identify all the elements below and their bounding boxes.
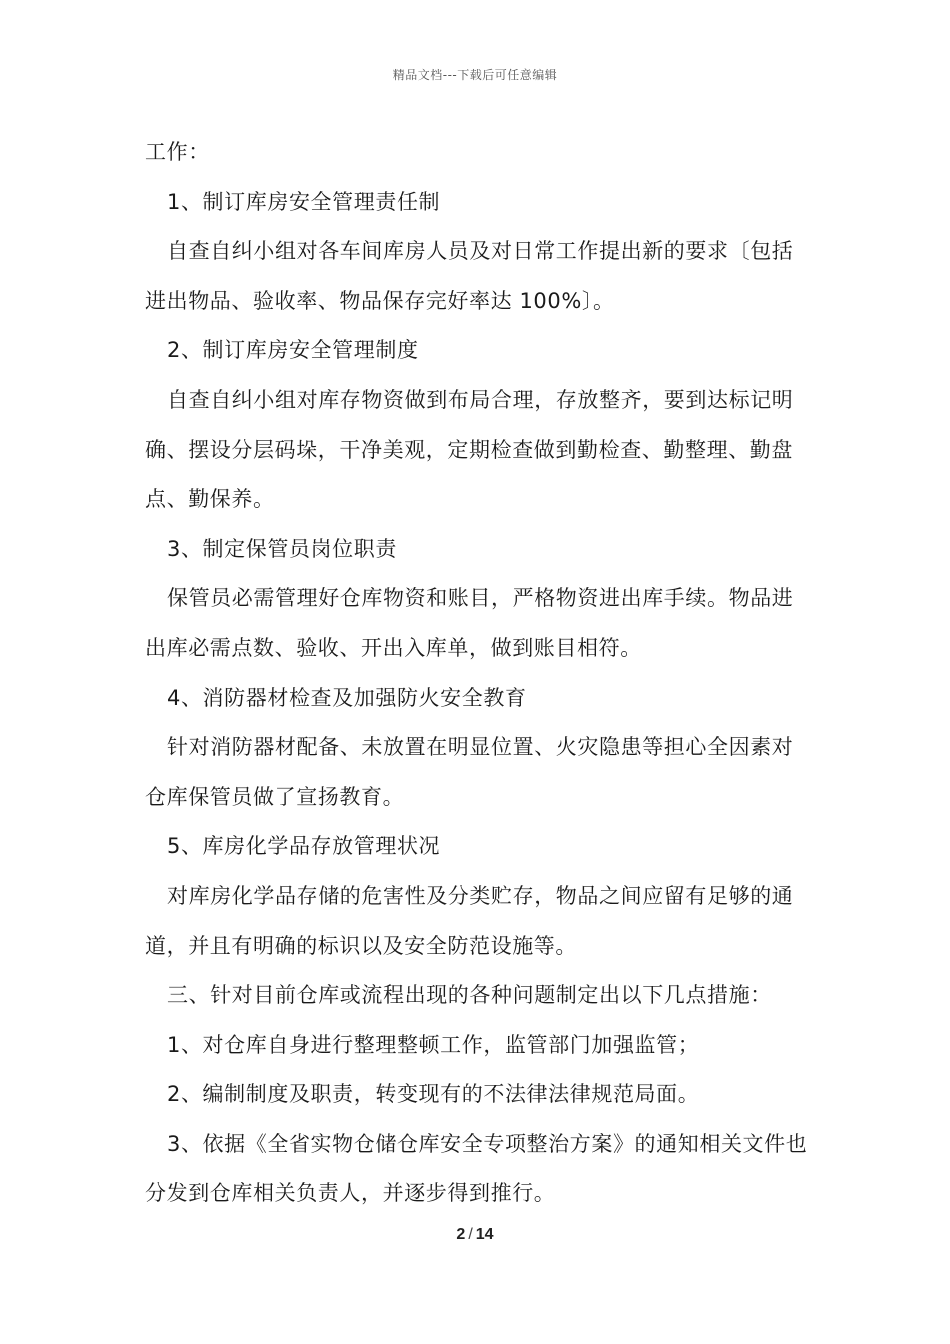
paragraph: 自查自纠小组对各车间库房人员及对日常工作提出新的要求〔包括进出物品、验收率、物品保存完好率达 100%〕。: [145, 239, 794, 313]
list-item: 2、编制制度及职责，转变现有的不法律法律规范局面。: [167, 1082, 700, 1107]
paragraph-continuation: 工作：: [145, 140, 210, 164]
current-page-number: 2: [456, 1226, 466, 1243]
section-heading: 5、库房化学品存放管理状况: [167, 834, 441, 859]
page-number: [0, 1226, 950, 1244]
paragraph: 保管员必需管理好仓库物资和账目，严格物资进出库手续。物品进出库必需点数、验收、开出入库单，做到账目相符。: [145, 586, 794, 660]
section-heading: 3、制定保管员岗位职责: [167, 536, 397, 561]
paragraph: 针对消防器材配备、未放置在明显位置、火灾隐患等担心全因素对仓库保管员做了宣扬教育。: [145, 735, 794, 809]
list-item: 1、对仓库自身进行整理整顿工作，监管部门加强监管；: [167, 1032, 700, 1057]
document-body: [145, 128, 810, 1219]
chapter-heading: 三、针对目前仓库或流程出现的各种问题制定出以下几点措施：: [167, 983, 772, 1008]
section-heading: 2、制订库房安全管理制度: [167, 338, 419, 363]
list-item: 3、依据《全省实物仓储仓库安全专项整治方案》的通知相关文件也分发到仓库相关负责人，并逐步得到推行。: [145, 1131, 808, 1206]
section-heading: 4、消防器材检查及加强防火安全教育: [167, 685, 527, 710]
paragraph: 对库房化学品存储的危害性及分类贮存，物品之间应留有足够的通道，并且有明确的标识以及安全防范设施等。: [145, 883, 794, 958]
page-header: 精品文档---下载后可任意编辑: [392, 68, 558, 82]
page-separator: /: [468, 1226, 473, 1243]
total-page-count: 14: [475, 1226, 494, 1243]
section-heading: 1、制订库房安全管理责任制: [167, 189, 441, 214]
paragraph: 自查自纠小组对库存物资做到布局合理，存放整齐，要到达标记明确、摆设分层码垛，干净美观，定期检查做到勤检查、勤整理、勤盘点、勤保养。: [145, 387, 794, 512]
